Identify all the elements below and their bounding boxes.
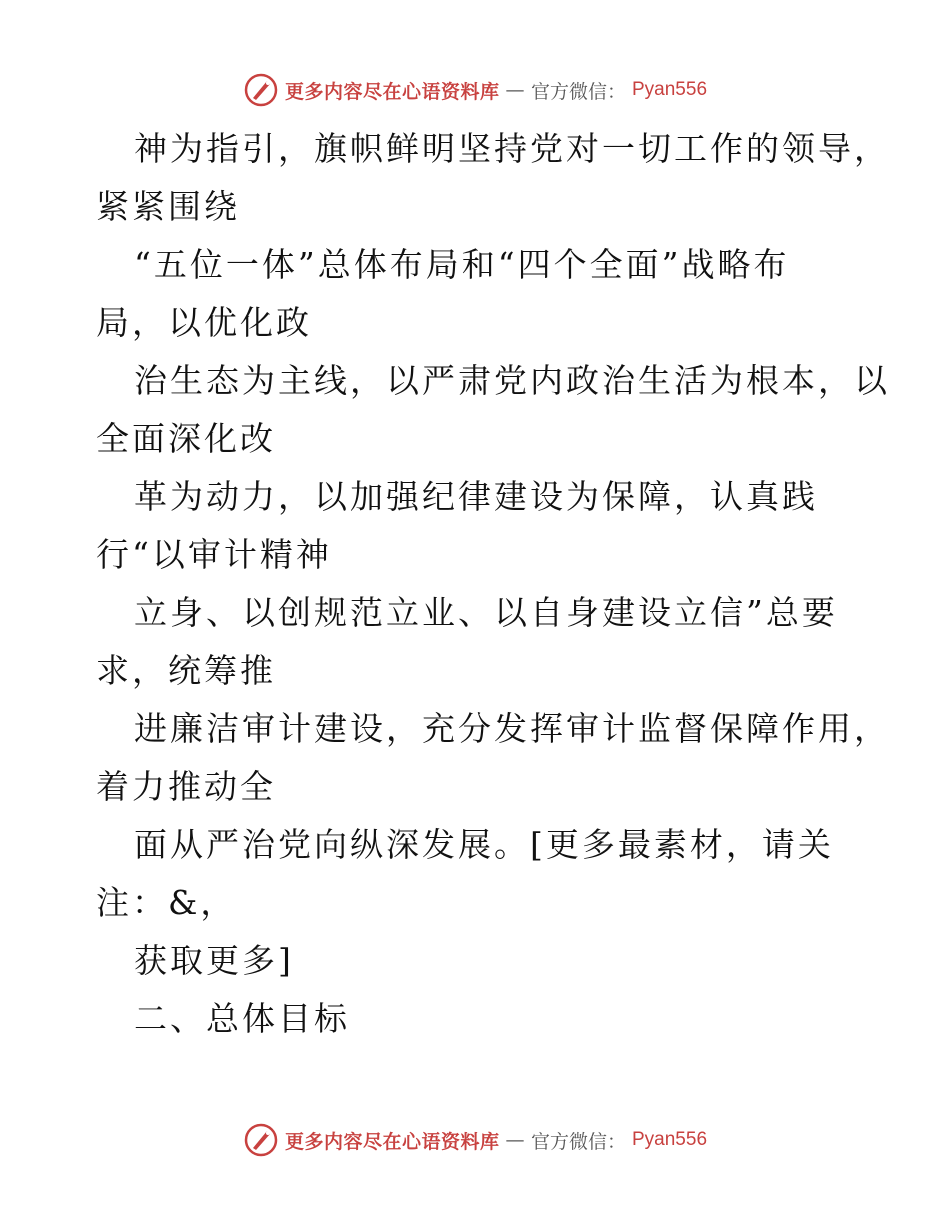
body-line: 神为指引，旗帜鲜明坚持党对一切工作的领导， — [134, 129, 890, 168]
pen-nib-logo-icon — [243, 1122, 279, 1158]
body-line: 全面深化改 — [96, 419, 276, 458]
body-line: 立身、以创规范立业、以自身建设立信”总要 — [134, 593, 838, 632]
body-line: 进廉洁审计建设，充分发挥审计监督保障作用， — [134, 709, 890, 748]
watermark-dash: — — [505, 79, 525, 101]
body-line: 行“以审计精神 — [96, 535, 332, 574]
body-line: 局，以优化政 — [96, 303, 312, 342]
watermark-brand-text: 更多内容尽在心语资料库 — [284, 80, 500, 103]
watermark-brand-text: 更多内容尽在心语资料库 — [284, 1130, 500, 1153]
watermark-wechat-id: Pyan556 — [632, 79, 708, 100]
body-line: 治生态为主线，以严肃党内政治生活为根本，以 — [134, 361, 890, 400]
watermark-dash: — — [505, 1129, 525, 1151]
body-line: 面从严治党向纵深发展。[更多最素材，请关 — [134, 825, 834, 864]
body-line: 注：&， — [96, 883, 237, 922]
watermark-official-label: 官方微信： — [530, 1130, 626, 1153]
section-heading: 二、总体目标 — [134, 999, 350, 1038]
body-line: 紧紧围绕 — [96, 187, 240, 226]
document-body — [96, 120, 890, 1048]
body-line: 求，统筹推 — [96, 651, 276, 690]
header-watermark — [0, 70, 950, 110]
watermark-official-label: 官方微信： — [530, 80, 626, 103]
body-line: 获取更多] — [134, 941, 294, 980]
body-line: “五位一体”总体布局和“四个全面”战略布 — [134, 245, 790, 284]
body-line: 革为动力，以加强纪律建设为保障，认真践 — [134, 477, 818, 516]
body-line: 着力推动全 — [96, 767, 276, 806]
pen-nib-logo-icon — [243, 72, 279, 108]
footer-watermark — [0, 1120, 950, 1160]
watermark-wechat-id: Pyan556 — [632, 1129, 708, 1150]
